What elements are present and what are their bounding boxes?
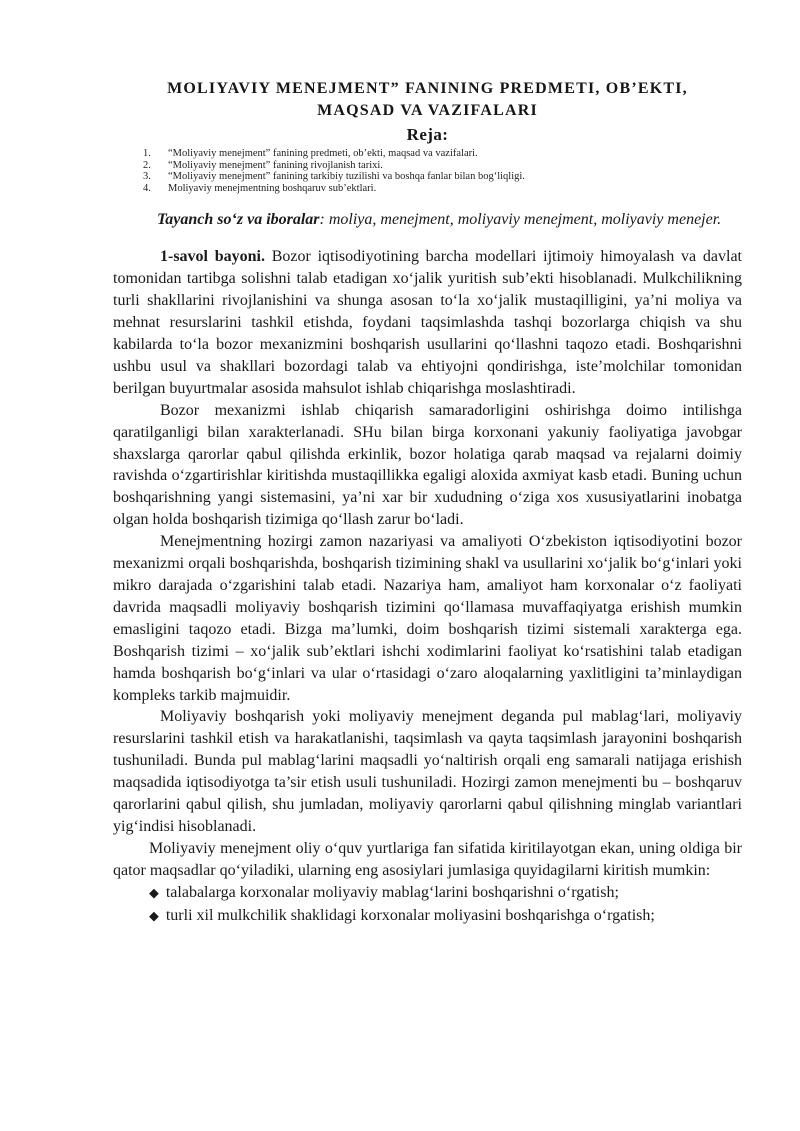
plan-list xyxy=(113,148,742,194)
plan-item-text: “Moliyaviy menejment” fanining rivojlanish tarixi. xyxy=(168,159,383,171)
document-content xyxy=(113,78,742,927)
plan-item-number: 1. xyxy=(143,148,151,159)
goal-item-1 xyxy=(113,882,742,905)
keywords-label: Tayanch so‘z va iboralar xyxy=(157,211,320,229)
title-line-1: MOLIYAVIY MENEJMENT” FANINING PREDMETI, OB’EKTI, xyxy=(167,80,688,97)
plan-item-3 xyxy=(113,171,742,183)
plan-item-text: “Moliyaviy menejment” fanining tarkibiy tuzilishi va boshqa fanlar bilan bog‘liqligi. xyxy=(168,171,525,183)
paragraph-1 xyxy=(113,246,742,399)
paragraph-1-text: Bozor iqtisodiyotining barcha modellari ijtimoiy himoyalash va davlat tomonidan tartibga solishni talab etadigan xo‘jalik yuritish sub’ekti hisoblanadi. Mulkchilikning turli shakllarini rivojlanishini va shunga asosan to‘la xo‘jalik mustaqilligini, ya’ni moliya va mehnat resurslarini tashkil etishda, foydani taqsimlashda tashqi bozorlarga chiqish va shu kabilarda to‘la bozor mexanizmini boshqarish usullarini qo‘llashni taqozo etadi. Boshqarishni ushbu usul va shakllari bozordagi talab va ehtiyojni qondirishga, iste’molchilar tomonidan berilgan buyurtmalar asosida mahsulot ishlab chiqarishga moslashtiradi. xyxy=(113,248,742,397)
paragraph-3: Menejmentning hozirgi zamon nazariyasi va amaliyoti O‘zbekiston iqtisodiyotini bozor mexanizmi orqali boshqarishda, boshqarish tizimining shakl va usullarini xo‘jalik bo‘g‘inlari yoki mikro darajada o‘zgarishini talab etadi. Nazariya ham, amaliyot ham korxonalar o‘z faoliyati davrida maqsadli moliyaviy boshqarish tizimini qo‘llamasa muvaffaqiyatga erishish mumkin emasligini taqozo etadi. Bizga ma’lumki, doim boshqarish tizimi sistemali xarakterga ega. Boshqarish tizimi – xo‘jalik sub’ektlari ishchi xodimlarini faoliyat ko‘rsatishini talab etadigan hamda boshqarish bo‘g‘inlari va ular o‘rtasidagi o‘zaro aloqalarning yaxlitligini ta’minlaydigan kompleks tarkib majmuidir. xyxy=(113,533,742,704)
plan-item-text: Moliyaviy menejmentning boshqaruv sub’ektlari. xyxy=(168,182,377,194)
keywords-text: : moliya, menejment, moliyaviy menejment, moliyaviy menejer. xyxy=(319,211,722,229)
plan-item-1 xyxy=(113,148,742,160)
goal-item-text: talabalarga korxonalar moliyaviy mablag‘larini boshqarishni o‘rgatish; xyxy=(165,883,619,901)
plan-item-number: 2. xyxy=(143,159,151,171)
keywords-line xyxy=(113,209,742,231)
plan-item-number: 4. xyxy=(143,182,151,194)
plan-heading: Reja: xyxy=(406,125,449,144)
paragraph-1-lead: 1-savol bayoni. xyxy=(160,248,265,266)
plan-item-number: 3. xyxy=(143,171,151,183)
paragraph-5: Moliyaviy menejment oliy o‘quv yurtlariga fan sifatida kiritilayotgan ekan, uning oldiga bir qator maqsadlar qo‘yiladiki, ularning eng asosiylari jumlasiga quyidagilarni kiritish mumkin: xyxy=(113,839,742,879)
paragraph-2: Bozor mexanizmi ishlab chiqarish samaradorligini oshirishga doimo intilishga qaratilganligi bilan xarakterlanadi. SHu bilan birga korxonani yakuniy faoliyatiga javobgar shaxslarga qarorlar qabul qilishda erkinlik, bozor holatiga qarab maqsad va rejalarni doimiy ravishda o‘zgartirishlar kiritishda mustaqillikka egaligi aloxida axmiyat kasb etadi. Buning uchun boshqarishning yangi sistemasini, ya’ni xar bir xududning o‘ziga xos xususiyatlarini inobatga olgan holda boshqarish tizimiga qo‘llash zarur bo‘ladi. xyxy=(113,401,742,529)
page-title xyxy=(113,78,742,122)
goal-item-2 xyxy=(113,905,742,928)
plan-item-text: “Moliyaviy menejment” fanining predmeti, ob’ekti, maqsad va vazifalari. xyxy=(168,148,478,159)
plan-item-4 xyxy=(113,183,742,195)
title-line-2: MAQSAD VA VAZIFALARI xyxy=(317,102,538,119)
plan-item-2 xyxy=(113,160,742,172)
paragraph-4: Moliyaviy boshqarish yoki moliyaviy menejment deganda pul mablag‘lari, moliyaviy resurslarini tashkil etish va harakatlanishi, taqsimlash va qayta taqsimlash jarayonini boshqarish tushuniladi. Bunda pul mablag‘larini maqsadli yo‘naltirish orqali eng samarali natijaga erishish maqsadida iqtisodiyotga ta’sir etish usuli tushuniladi. Hozirgi zamon menejmenti bu – boshqaruv qarorlarini qabul qilish, shu jumladan, moliyaviy qarorlarni qabul qilishning minglab variantlari yig‘indisi hisoblanadi. xyxy=(113,708,742,835)
diamond-bullet-icon: ◆ xyxy=(149,885,159,900)
diamond-bullet-icon: ◆ xyxy=(149,908,159,923)
goal-item-text: turli xil mulkchilik shaklidagi korxonalar moliyasini boshqarishga o‘rgatish; xyxy=(165,906,655,924)
